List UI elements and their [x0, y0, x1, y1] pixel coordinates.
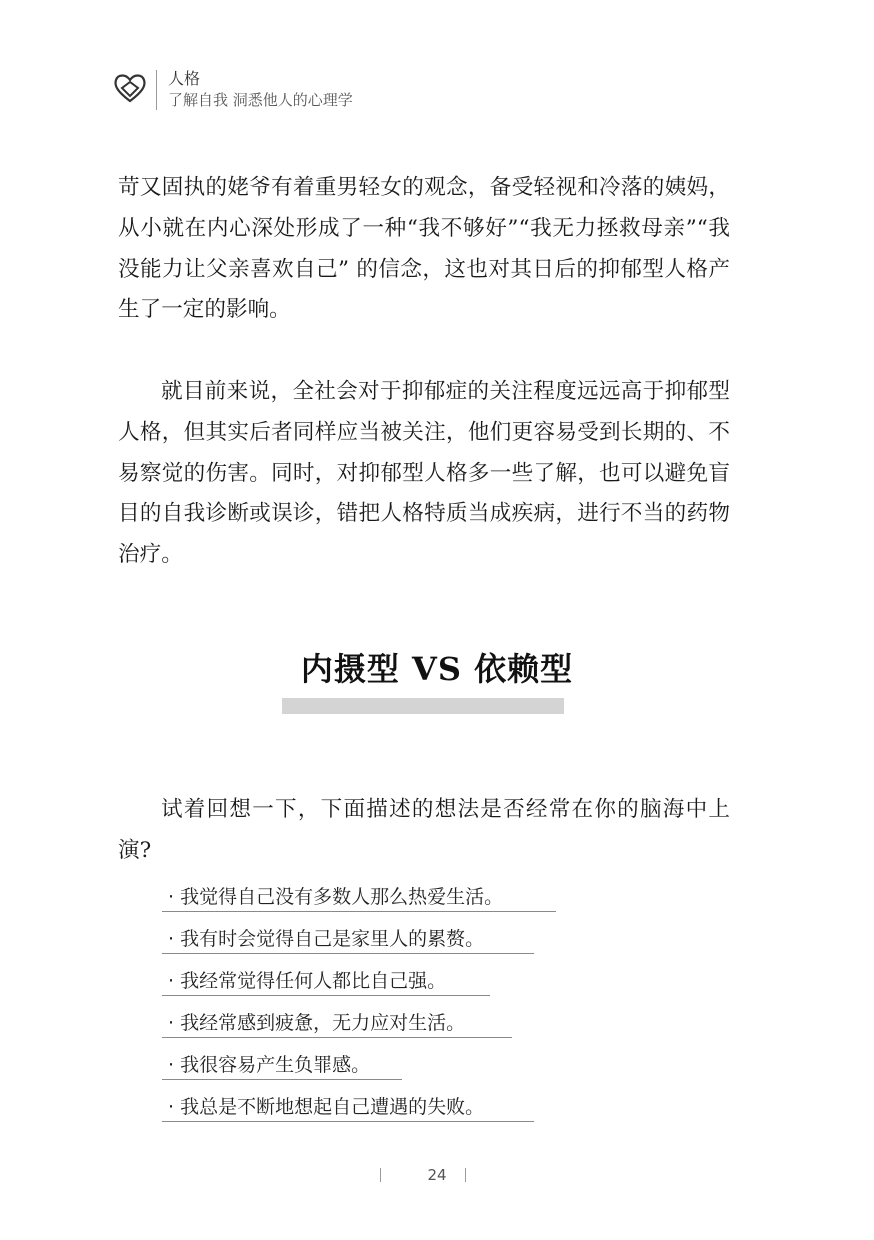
- book-subtitle: 了解自我 洞悉他人的心理学: [168, 91, 353, 109]
- section-heading-bar: [282, 698, 564, 714]
- checklist-item-text: · 我经常觉得任何人都比自己强。: [168, 970, 447, 992]
- checklist-underline: [162, 1037, 512, 1038]
- checklist-underline: [162, 953, 534, 954]
- checklist-item-text: · 我觉得自己没有多数人那么热爱生活。: [168, 886, 504, 908]
- checklist-item-text: · 我有时会觉得自己是家里人的累赘。: [168, 928, 485, 950]
- double-heart-outline-icon: [112, 70, 148, 106]
- book-title: 人格: [168, 69, 201, 88]
- page-number: 24: [427, 1166, 447, 1184]
- paragraph-2: [118, 372, 730, 576]
- section-intro-text: 试着回想一下，下面描述的想法是否经常在你的脑海中上演?: [118, 797, 730, 863]
- checklist-underline: [162, 1079, 402, 1080]
- header-divider: [156, 70, 157, 110]
- checklist-item-text: · 我经常感到疲惫，无力应对生活。: [168, 1012, 466, 1034]
- paragraph-1: [118, 168, 730, 331]
- checklist-item-text: · 我总是不断地想起自己遭遇的失败。: [168, 1096, 485, 1118]
- section-heading: 内摄型 VS 依赖型: [300, 650, 574, 688]
- checklist-underline: [162, 995, 490, 996]
- paragraph-2-text: 就目前来说，全社会对于抑郁症的关注程度远远高于抑郁型人格，但其实后者同样应当被关注，他们更容易受到长期的、不易察觉的伤害。同时，对抑郁型人格多一些了解，也可以避免盲目的自我诊断或误诊，错把人格特质当成疾病，进行不当的药物治疗。: [118, 379, 730, 568]
- section-intro: [118, 790, 730, 872]
- checklist-underline: [162, 1121, 534, 1122]
- paragraph-1-text: 苛又固执的姥爷有着重男轻女的观念，备受轻视和冷落的姨妈，从小就在内心深处形成了一种“我不够好”“我无力拯救母亲”“我没能力让父亲喜欢自己” 的信念，这也对其日后的抑郁型人格产生了一定的影响。: [118, 175, 730, 323]
- checklist-item-text: · 我很容易产生负罪感。: [168, 1054, 371, 1076]
- page-number-right-bar: [465, 1168, 466, 1182]
- checklist-underline: [162, 911, 556, 912]
